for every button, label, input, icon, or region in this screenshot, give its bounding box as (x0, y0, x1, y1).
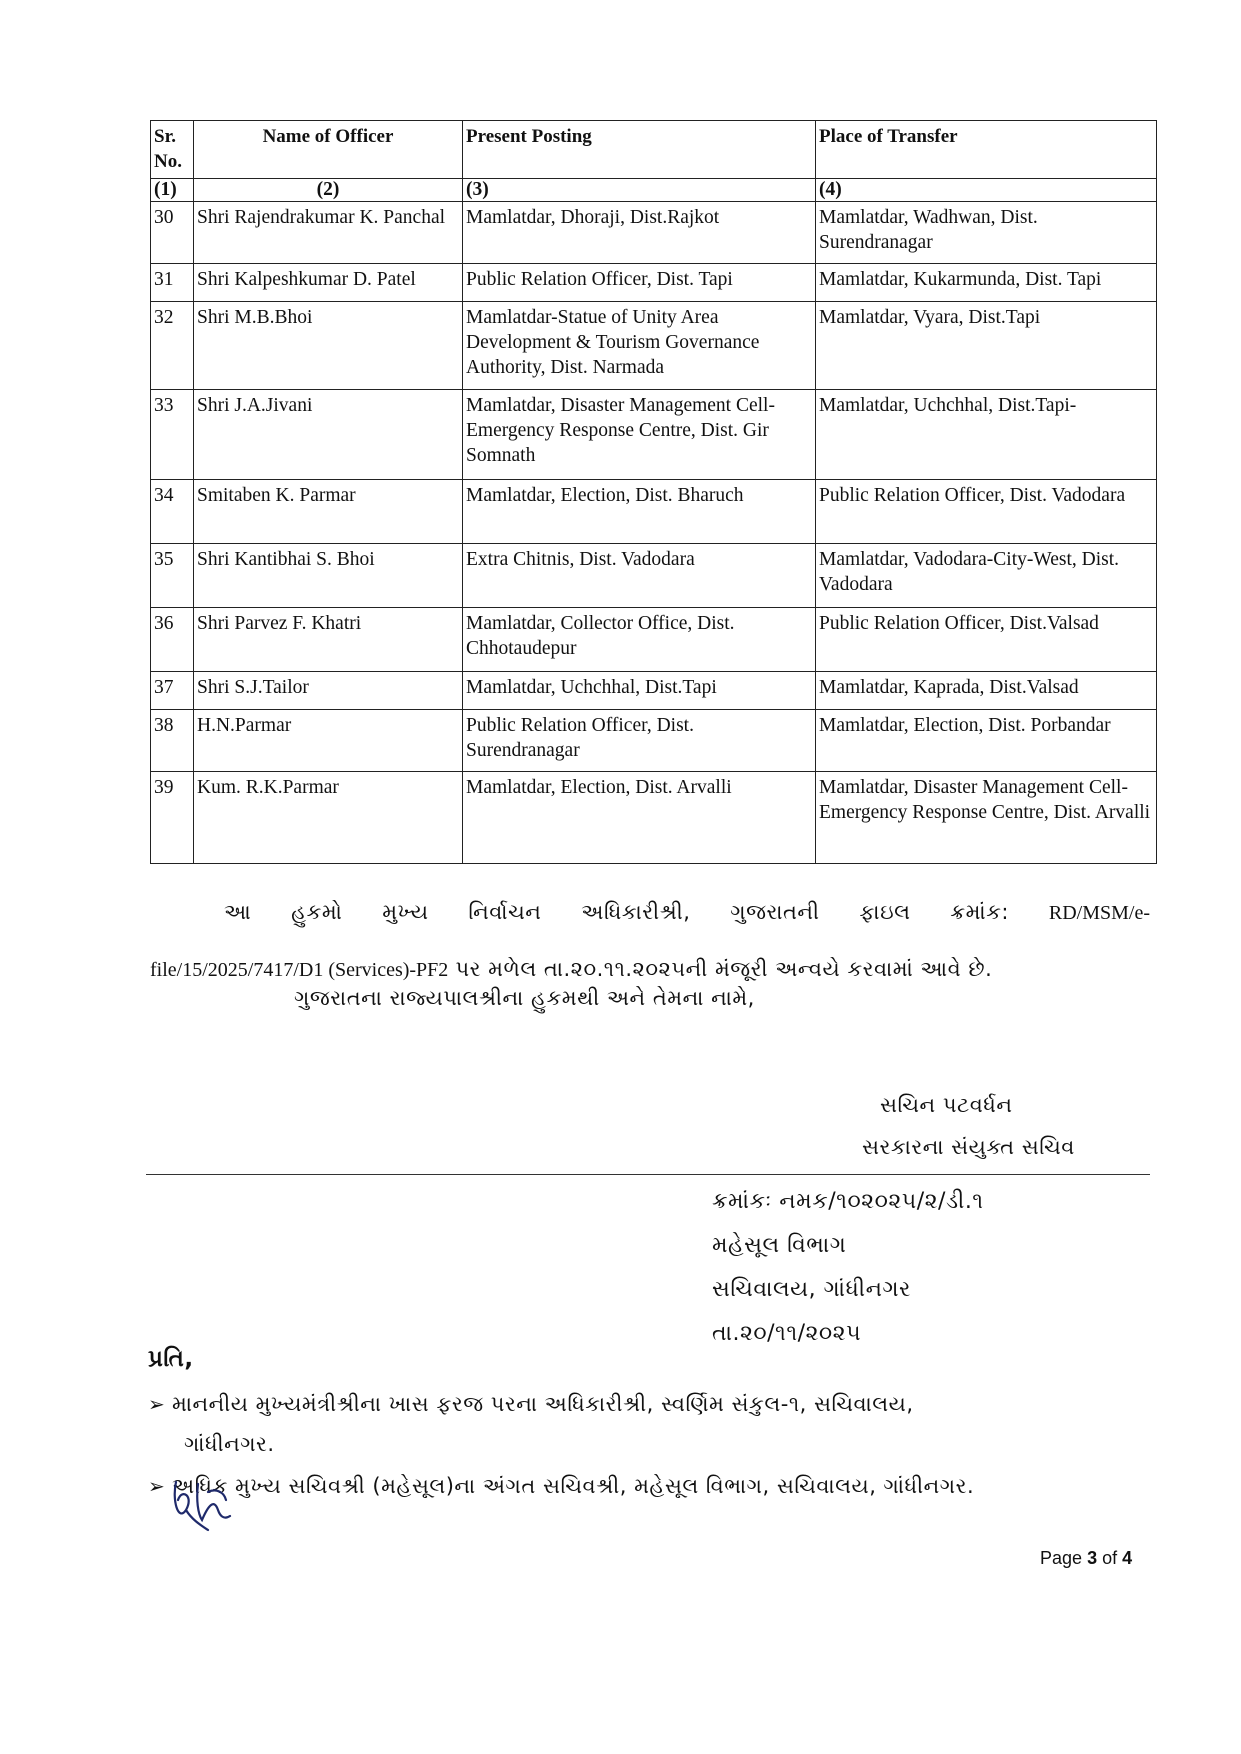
copy-to-item (148, 1384, 1148, 1464)
table-header-row (151, 121, 1157, 179)
page-label: Page (1040, 1548, 1083, 1568)
page-number-footer (1040, 1548, 1132, 1569)
reference-place: સચિવાલય, ગાંધીનગર (712, 1277, 911, 1302)
signatory-name: સચિન પટવર્ધન (880, 1093, 1013, 1117)
row-officer-name: Shri J.A.Jivani (194, 390, 463, 480)
table-row (151, 302, 1157, 390)
row-present-posting: Mamlatdar, Dhoraji, Dist.Rajkot (463, 202, 816, 264)
header-sr-no: Sr. No. (151, 121, 194, 179)
by-order-line: ગુજરાતના રાજ્યપાલશ્રીના હુકમથી અને તેમના નામે, (294, 986, 755, 1010)
header-name-of-officer: Name of Officer (194, 121, 463, 179)
column-number-row (151, 179, 1157, 202)
row-present-posting: Public Relation Officer, Dist. Surendranagar (463, 710, 816, 772)
row-present-posting: Mamlatdar, Collector Office, Dist. Chhotaudepur (463, 608, 816, 672)
row-sr-no: 36 (151, 608, 194, 672)
copy-to-item (148, 1466, 1148, 1506)
header-place-of-transfer: Place of Transfer (816, 121, 1157, 179)
header-present-posting: Present Posting (463, 121, 816, 179)
row-present-posting: Mamlatdar, Election, Dist. Arvalli (463, 772, 816, 864)
table-row (151, 544, 1157, 608)
reference-date: તા.૨૦/૧૧/૨૦૨૫ (712, 1321, 862, 1346)
separator-line (146, 1174, 1150, 1175)
col-number-4: (4) (816, 179, 1157, 202)
order-approval-paragraph (150, 884, 1150, 998)
row-place-of-transfer: Mamlatdar, Vadodara-City-West, Dist. Vadodara (816, 544, 1157, 608)
row-present-posting: Public Relation Officer, Dist. Tapi (463, 264, 816, 302)
col-number-2: (2) (194, 179, 463, 202)
table-row (151, 202, 1157, 264)
arrow-bullet-icon: ➢ (148, 1474, 166, 1498)
reference-department: મહેસૂલ વિભાગ (712, 1233, 847, 1258)
row-sr-no: 39 (151, 772, 194, 864)
row-place-of-transfer: Mamlatdar, Kukarmunda, Dist. Tapi (816, 264, 1157, 302)
transfer-table (150, 120, 1157, 864)
row-present-posting: Mamlatdar, Disaster Management Cell-Emergency Response Centre, Dist. Gir Somnath (463, 390, 816, 480)
reference-number: ક્રમાંકઃ નમક/૧૦૨૦૨૫/૨/ડી.૧ (712, 1189, 984, 1214)
row-sr-no: 32 (151, 302, 194, 390)
page-total: 4 (1122, 1548, 1133, 1568)
signatory-designation: સરકારના સંયુક્ત સચિવ (862, 1135, 1075, 1159)
order-line-2-text: પર મળેલ તા.૨૦.૧૧.૨૦૨૫ની મંજૂરી અન્વયે કરવામાં આવે છે. (455, 957, 993, 981)
of-label: of (1102, 1548, 1118, 1568)
handwritten-initials (168, 1470, 238, 1540)
reference-block (712, 1180, 984, 1356)
col-number-3: (3) (463, 179, 816, 202)
row-sr-no: 34 (151, 480, 194, 544)
row-sr-no: 31 (151, 264, 194, 302)
row-present-posting: Extra Chitnis, Dist. Vadodara (463, 544, 816, 608)
row-place-of-transfer: Mamlatdar, Disaster Management Cell-Emergency Response Centre, Dist. Arvalli (816, 772, 1157, 864)
row-place-of-transfer: Public Relation Officer, Dist.Valsad (816, 608, 1157, 672)
signatory-block (862, 1084, 1075, 1168)
row-sr-no: 37 (151, 672, 194, 710)
page-current: 3 (1087, 1548, 1098, 1568)
table-row (151, 480, 1157, 544)
row-present-posting: Mamlatdar, Uchchhal, Dist.Tapi (463, 672, 816, 710)
order-line-1 (150, 884, 1150, 941)
row-sr-no: 30 (151, 202, 194, 264)
copy-to-heading: પ્રતિ, (148, 1346, 194, 1372)
row-officer-name: H.N.Parmar (194, 710, 463, 772)
row-officer-name: Smitaben K. Parmar (194, 480, 463, 544)
table-row (151, 390, 1157, 480)
table-row (151, 772, 1157, 864)
arrow-bullet-icon: ➢ (148, 1392, 166, 1416)
row-present-posting: Mamlatdar-Statue of Unity Area Development & Tourism Governance Authority, Dist. Narmada (463, 302, 816, 390)
order-line-1-text: આ હુકમો મુખ્ય નિર્વાચન અધિકારીશ્રી, ગુજરાતની ફાઇલ ક્રમાંક: (224, 900, 1009, 924)
table-row (151, 710, 1157, 772)
row-officer-name: Kum. R.K.Parmar (194, 772, 463, 864)
row-place-of-transfer: Mamlatdar, Election, Dist. Porbandar (816, 710, 1157, 772)
col-number-1: (1) (151, 179, 194, 202)
row-officer-name: Shri Kalpeshkumar D. Patel (194, 264, 463, 302)
row-place-of-transfer: Mamlatdar, Vyara, Dist.Tapi (816, 302, 1157, 390)
row-officer-name: Shri S.J.Tailor (194, 672, 463, 710)
row-officer-name: Shri Parvez F. Khatri (194, 608, 463, 672)
row-officer-name: Shri Kantibhai S. Bhoi (194, 544, 463, 608)
copy-to-item-line2: ગાંધીનગર. (184, 1432, 275, 1456)
copy-to-item-line1: માનનીય મુખ્યમંત્રીશ્રીના ખાસ ફરજ પરના અધિકારીશ્રી, સ્વર્ણિમ સંકુલ-૧, સચિવાલય, (172, 1392, 914, 1416)
row-place-of-transfer: Mamlatdar, Kaprada, Dist.Valsad (816, 672, 1157, 710)
row-place-of-transfer: Mamlatdar, Wadhwan, Dist. Surendranagar (816, 202, 1157, 264)
table-row (151, 264, 1157, 302)
row-place-of-transfer: Public Relation Officer, Dist. Vadodara (816, 480, 1157, 544)
table-row (151, 672, 1157, 710)
row-sr-no: 35 (151, 544, 194, 608)
row-sr-no: 38 (151, 710, 194, 772)
row-present-posting: Mamlatdar, Election, Dist. Bharuch (463, 480, 816, 544)
row-officer-name: Shri M.B.Bhoi (194, 302, 463, 390)
file-number-part-1: RD/MSM/e- (1048, 902, 1150, 924)
row-sr-no: 33 (151, 390, 194, 480)
file-number-part-2: file/15/2025/7417/D1 (Services)-PF2 (150, 959, 449, 981)
copy-to-item-line1: અધિક મુખ્ય સચિવશ્રી (મહેસૂલ)ના અંગત સચિવશ્રી, મહેસૂલ વિભાગ, સચિવાલય, ગાંધીનગર. (172, 1474, 975, 1498)
row-officer-name: Shri Rajendrakumar K. Panchal (194, 202, 463, 264)
row-place-of-transfer: Mamlatdar, Uchchhal, Dist.Tapi- (816, 390, 1157, 480)
table-row (151, 608, 1157, 672)
